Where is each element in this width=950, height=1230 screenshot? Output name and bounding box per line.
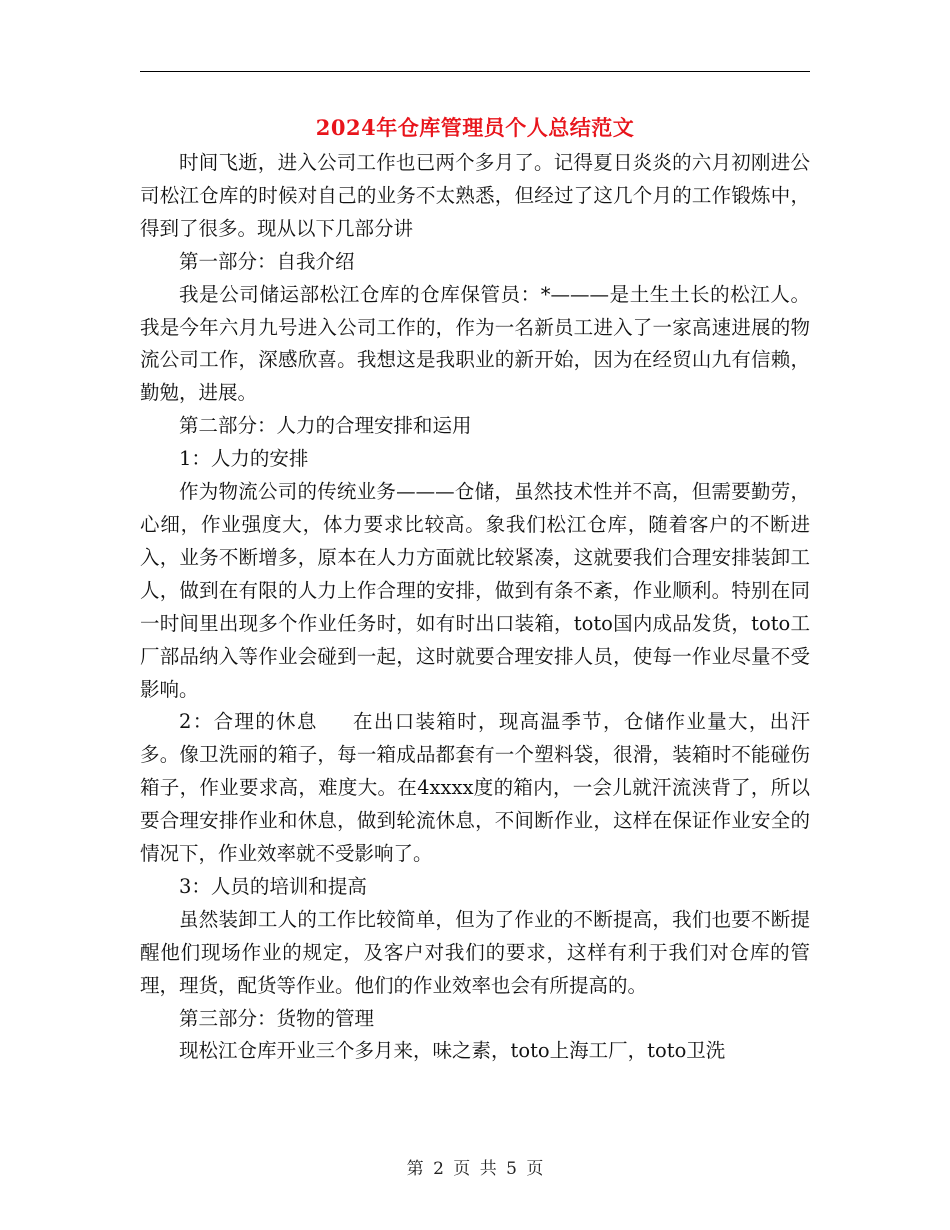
section-heading-2: 第二部分：人力的合理安排和运用 [179, 414, 472, 438]
document-title: 2024年仓库管理员个人总结范文 [315, 115, 635, 140]
paragraph-rest-text: 在出口装箱时，现高温季节，仓储作业量大，出汗多。像卫洗丽的箱子，每一箱成品都套有一个塑料袋，很滑，装箱时不能碰伤箱子，作业要求高，难度大。在4xxxx度的箱内，一会儿就汗流浃背了，所以要合理安排作业和休息，做到轮流休息，不间断作业，这样在保证作业安全的情况下，作业效率就不受影响了。 [140, 710, 810, 866]
subheading-training: 3：人员的培训和提高 [179, 874, 367, 898]
page-footer: 第 2 页 共 5 页 [406, 1159, 544, 1179]
header-rule [140, 71, 810, 72]
section-heading-3: 第三部分：货物的管理 [179, 1006, 375, 1030]
subheading-staffing: 1：人力的安排 [179, 447, 309, 471]
paragraph-rest [140, 706, 810, 871]
paragraph-staffing: 作为物流公司的传统业务———仓储，虽然技术性并不高，但需要勤劳，心细，作业强度大，体力要求比较高。象我们松江仓库，随着客户的不断进入，业务不断增多，原本在人力方面就比较紧凑，这就要我们合理安排装卸工人，做到在有限的人力上作合理的安排，做到有条不紊，作业顺利。特别在同一时间里出现多个作业任务时，如有时出口装箱，toto国内成品发货，toto工厂部品纳入等作业会碰到一起，这时就要合理安排人员，使每一作业尽量不受影响。 [140, 480, 810, 701]
document-body [140, 147, 810, 1068]
paragraph-training: 虽然装卸工人的工作比较简单，但为了作业的不断提高，我们也要不断提醒他们现场作业的规定，及客户对我们的要求，这样有利于我们对仓库的管理，理货，配货等作业。他们的作业效率也会有所提高的。 [140, 907, 810, 997]
subheading-rest: 2：合理的休息 [179, 710, 318, 734]
paragraph-goods: 现松江仓库开业三个多月来，味之素，toto上海工厂，toto卫洗 [179, 1039, 726, 1063]
paragraph-self-intro: 我是公司储运部松江仓库的仓库保管员：*———是土生土长的松江人。我是今年六月九号进入公司工作的，作为一名新员工进入了一家高速进展的物流公司工作，深感欣喜。我想这是我职业的新开始，因为在经贸山九有信赖，勤勉，进展。 [140, 282, 810, 405]
paragraph-intro: 时间飞逝，进入公司工作也已两个多月了。记得夏日炎炎的六月初刚进公司松江仓库的时候对自己的业务不太熟悉，但经过了这几个月的工作锻炼中，得到了很多。现从以下几部分讲 [140, 151, 810, 240]
section-heading-1: 第一部分：自我介绍 [179, 249, 355, 273]
